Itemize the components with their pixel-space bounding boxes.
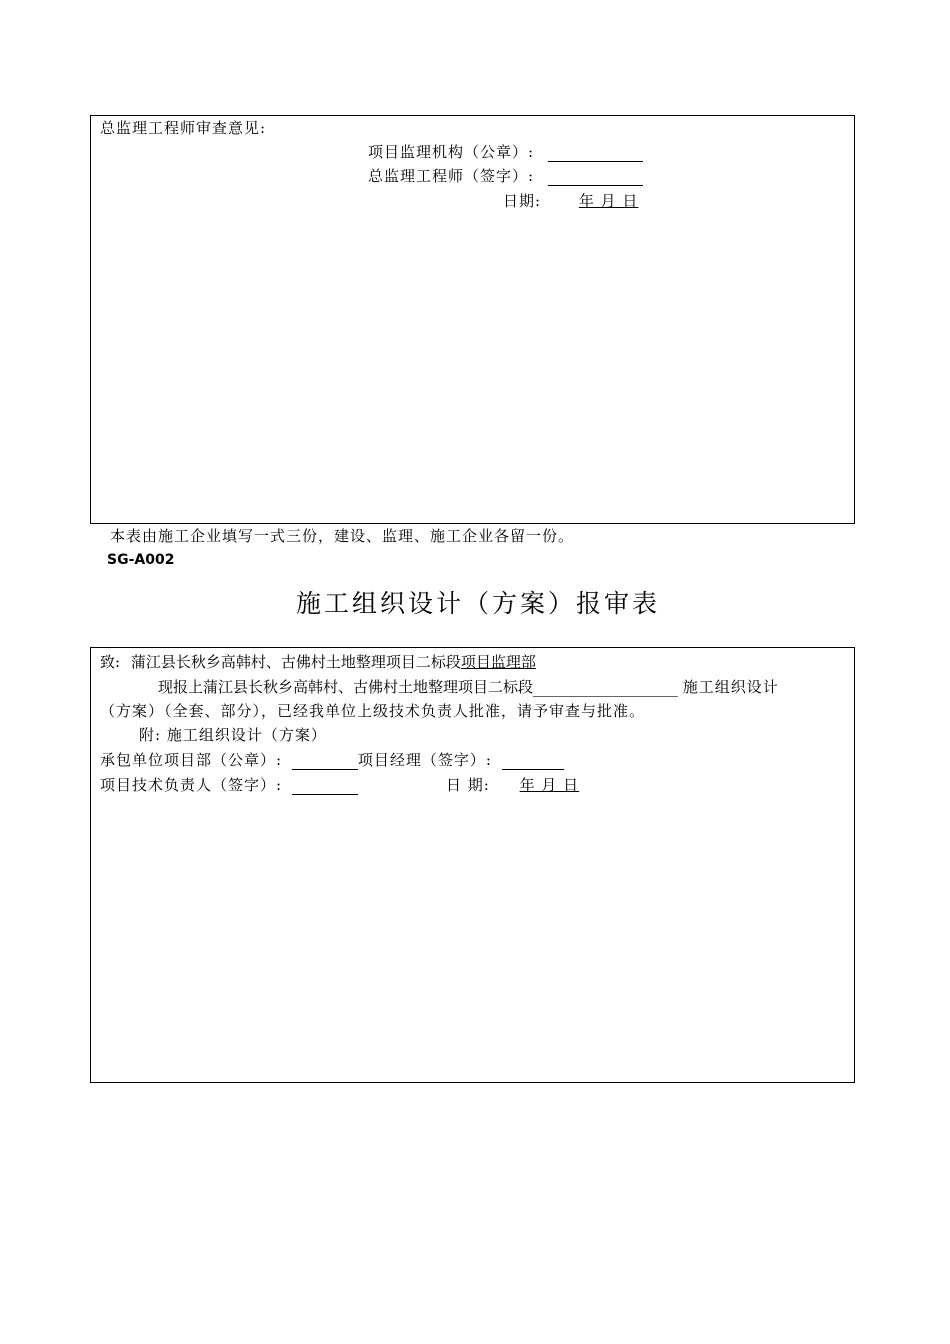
form-title: 施工组织设计（方案）报审表 — [296, 589, 661, 618]
to-label: 致: — [100, 653, 121, 671]
attachment-line: 附: 施工组织设计（方案） — [139, 726, 327, 744]
tech-row — [100, 775, 358, 795]
review-date-row — [503, 191, 652, 211]
line1-prefix: 现报上蒲江县长秋乡高韩村、古佛村土地整理项目二标段 — [158, 678, 534, 696]
review-date-label: 日期: — [503, 192, 542, 210]
supervision-org-label: 项目监理机构（公章）: — [368, 143, 535, 161]
manager-label: 项目经理（签字）: — [357, 751, 492, 769]
to-project: 蒲江县长秋乡高韩村、古佛村土地整理项目二标段 — [130, 653, 461, 671]
contractor-seal-field[interactable] — [292, 753, 358, 770]
tech-label: 项目技术负责人（签字）: — [100, 776, 283, 794]
form-code: SG-A002 — [107, 552, 175, 568]
review-date-value: 年 月 日 — [578, 192, 639, 210]
submission-date-label: 日 期: — [446, 776, 490, 794]
supervision-org-seal-field[interactable] — [548, 145, 643, 162]
review-heading: 总监理工程师审查意见: — [100, 119, 267, 137]
chief-engineer-signature-field[interactable] — [548, 169, 643, 186]
tech-signature-field[interactable] — [292, 778, 358, 795]
line1-suffix: 施工组织设计 — [682, 678, 779, 696]
submission-date-row — [446, 775, 581, 795]
to-row — [100, 652, 536, 672]
manager-signature-field[interactable] — [502, 753, 564, 770]
submission-date-field[interactable] — [502, 776, 582, 794]
chief-engineer-row — [368, 166, 643, 186]
contractor-row — [100, 750, 564, 770]
submission-date-value: 年 月 日 — [519, 776, 580, 794]
design-name-field[interactable] — [533, 680, 678, 697]
copies-note: 本表由施工企业填写一式三份，建设、监理、施工企业各留一份。 — [110, 527, 575, 545]
review-date-field[interactable] — [555, 192, 653, 210]
submission-line1 — [158, 677, 779, 697]
to-department: 项目监理部 — [460, 653, 536, 671]
chief-engineer-label: 总监理工程师（签字）: — [368, 167, 535, 185]
submission-line2: （方案）（全套、部分），已经我单位上级技术负责人批准，请予审查与批准。 — [100, 702, 646, 720]
contractor-label: 承包单位项目部（公章）: — [100, 751, 283, 769]
supervision-org-row — [368, 142, 643, 162]
